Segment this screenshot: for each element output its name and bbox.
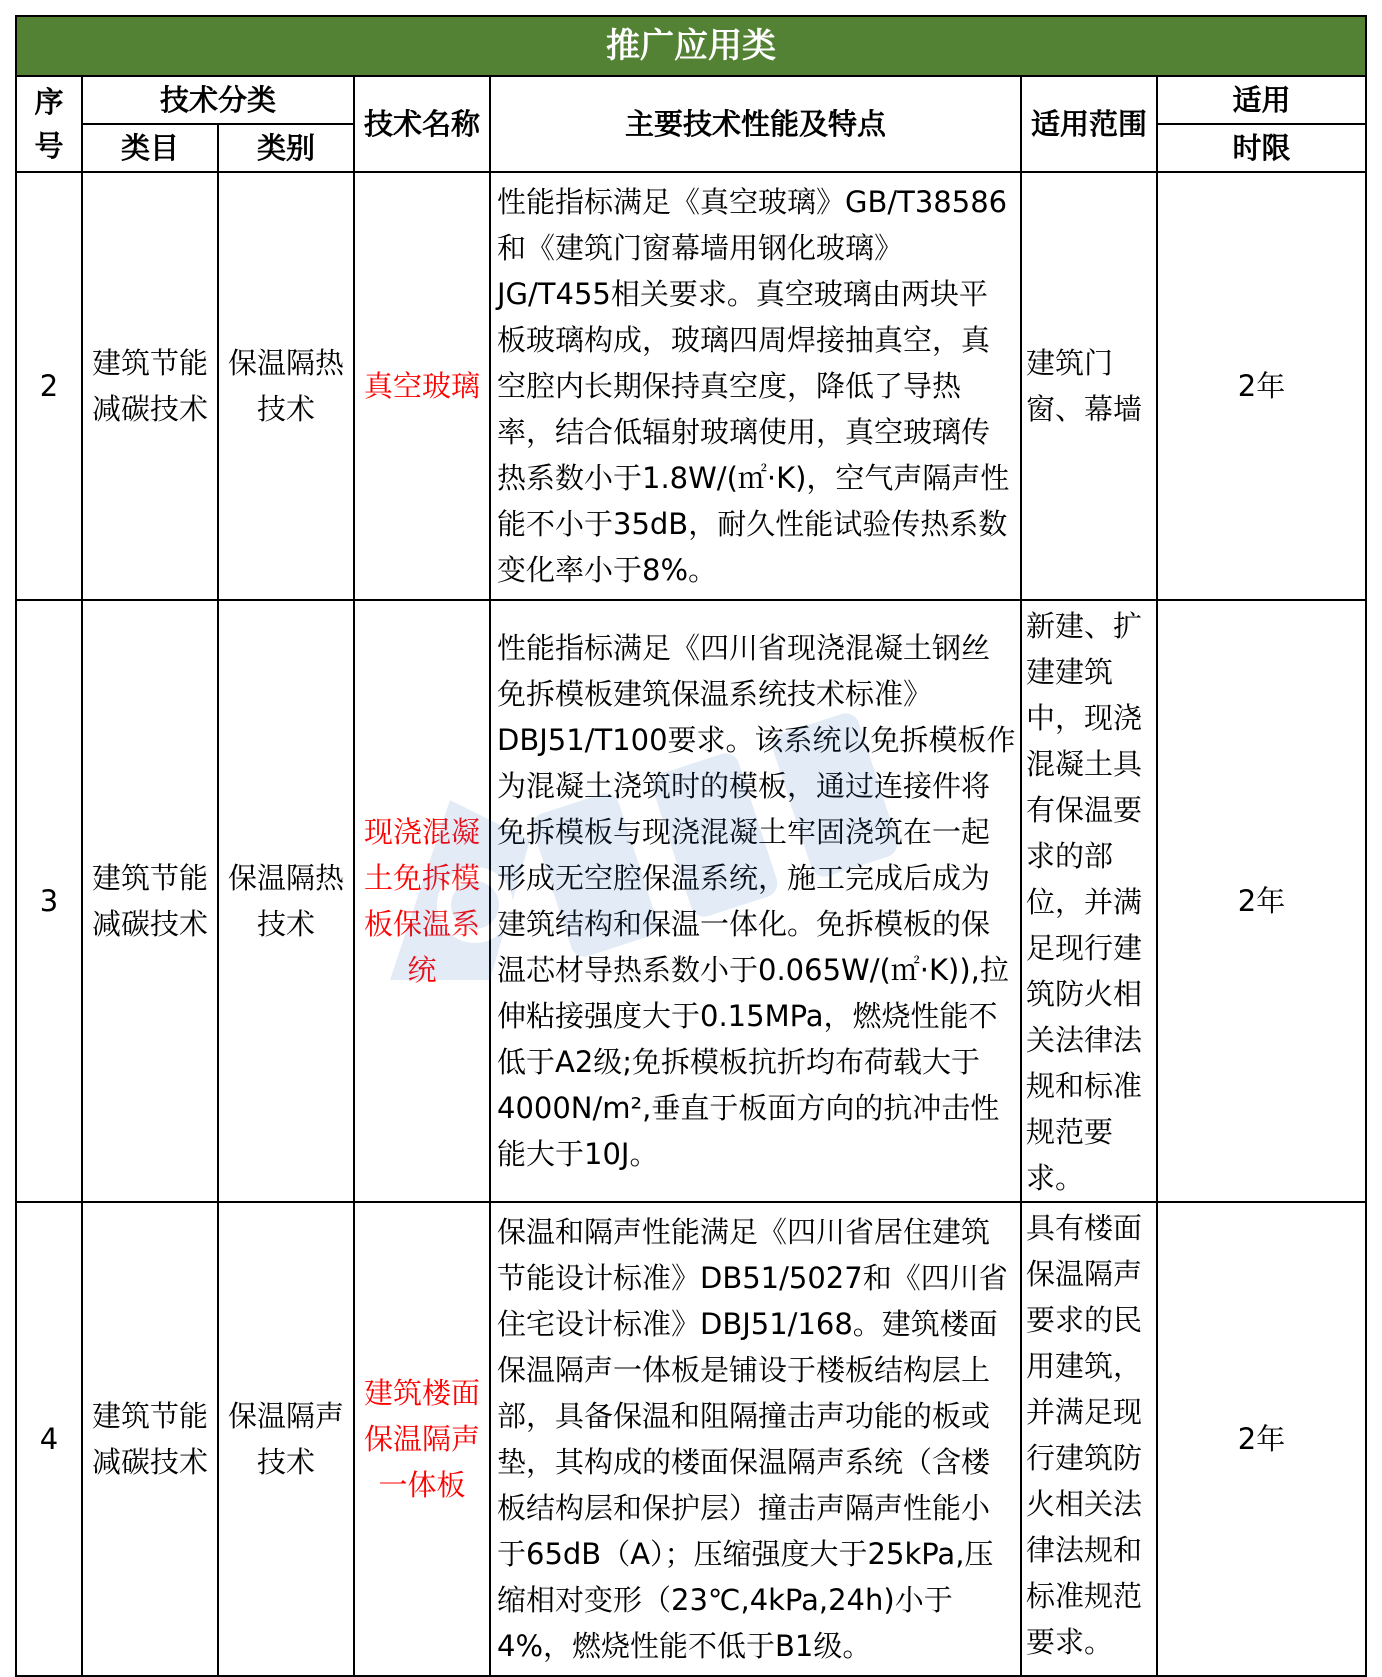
- row-seq: 3: [16, 600, 82, 1202]
- table-row: [16, 172, 1366, 600]
- row-period: 2年: [1157, 600, 1366, 1202]
- row-scope: 具有楼面保温隔声要求的民用建筑，并满足现行建筑防火相关法律法规和标准规范要求。: [1021, 1202, 1157, 1676]
- table-row: [16, 600, 1366, 1202]
- header-scope: 适用范围: [1021, 76, 1157, 172]
- row-seq: 4: [16, 1202, 82, 1676]
- header-category-type: 类别: [218, 124, 354, 172]
- header-seq: 序号: [16, 76, 82, 172]
- row-category-item: 建筑节能减碳技术: [82, 600, 218, 1202]
- row-period: 2年: [1157, 1202, 1366, 1676]
- row-tech-name: 真空玻璃: [354, 172, 490, 600]
- row-scope: 建筑门窗、幕墙: [1021, 172, 1157, 600]
- row-category-type: 保温隔声技术: [218, 1202, 354, 1676]
- header-category-item: 类目: [82, 124, 218, 172]
- row-category-item: 建筑节能减碳技术: [82, 172, 218, 600]
- header-period-line2: 时限: [1157, 124, 1366, 172]
- row-tech-name: 建筑楼面保温隔声一体板: [354, 1202, 490, 1676]
- row-category-item: 建筑节能减碳技术: [82, 1202, 218, 1676]
- header-category-group: 技术分类: [82, 76, 354, 124]
- technology-table: [15, 15, 1367, 1677]
- row-tech-name: 现浇混凝土免拆模板保温系统: [354, 600, 490, 1202]
- row-period: 2年: [1157, 172, 1366, 600]
- header-period-line1: 适用: [1157, 76, 1366, 124]
- row-features: 保温和隔声性能满足《四川省居住建筑节能设计标准》DB51/5027和《四川省住宅设计标准》DBJ51/168。建筑楼面保温隔声一体板是铺设于楼板结构层上部，具备保温和阻隔撞击声功能的板或垫，其构成的楼面保温隔声系统（含楼板结构层和保护层）撞击声隔声性能小于65dB（A）；压缩强度大于25kPa,压缩相对变形（23℃,4kPa,24h)小于4%，燃烧性能不低于B1级。: [490, 1202, 1021, 1676]
- row-category-type: 保温隔热技术: [218, 172, 354, 600]
- header-tech-name: 技术名称: [354, 76, 490, 172]
- row-features: 性能指标满足《真空玻璃》GB/T38586和《建筑门窗幕墙用钢化玻璃》JG/T455相关要求。真空玻璃由两块平板玻璃构成，玻璃四周焊接抽真空，真空腔内长期保持真空度，降低了导热率，结合低辐射玻璃使用，真空玻璃传热系数小于1.8W/(㎡·K)，空气声隔声性能不小于35dB，耐久性能试验传热系数变化率小于8%。: [490, 172, 1021, 600]
- table-row: [16, 1202, 1366, 1676]
- row-seq: 2: [16, 172, 82, 600]
- header-features: 主要技术性能及特点: [490, 76, 1021, 172]
- row-category-type: 保温隔热技术: [218, 600, 354, 1202]
- row-scope: 新建、扩建建筑中，现浇混凝土具有保温要求的部位，并满足现行建筑防火相关法律法规和标准规范要求。: [1021, 600, 1157, 1202]
- row-features: 性能指标满足《四川省现浇混凝土钢丝免拆模板建筑保温系统技术标准》DBJ51/T100要求。该系统以免拆模板作为混凝土浇筑时的模板，通过连接件将免拆模板与现浇混凝土牢固浇筑在一起形成无空腔保温系统，施工完成后成为建筑结构和保温一体化。免拆模板的保温芯材导热系数小于0.065W/(㎡·K)),拉伸粘接强度大于0.15MPa，燃烧性能不低于A2级;免拆模板抗折均布荷载大于4000N/m²,垂直于板面方向的抗冲击性能大于10J。: [490, 600, 1021, 1202]
- table-banner-title: 推广应用类: [16, 16, 1366, 76]
